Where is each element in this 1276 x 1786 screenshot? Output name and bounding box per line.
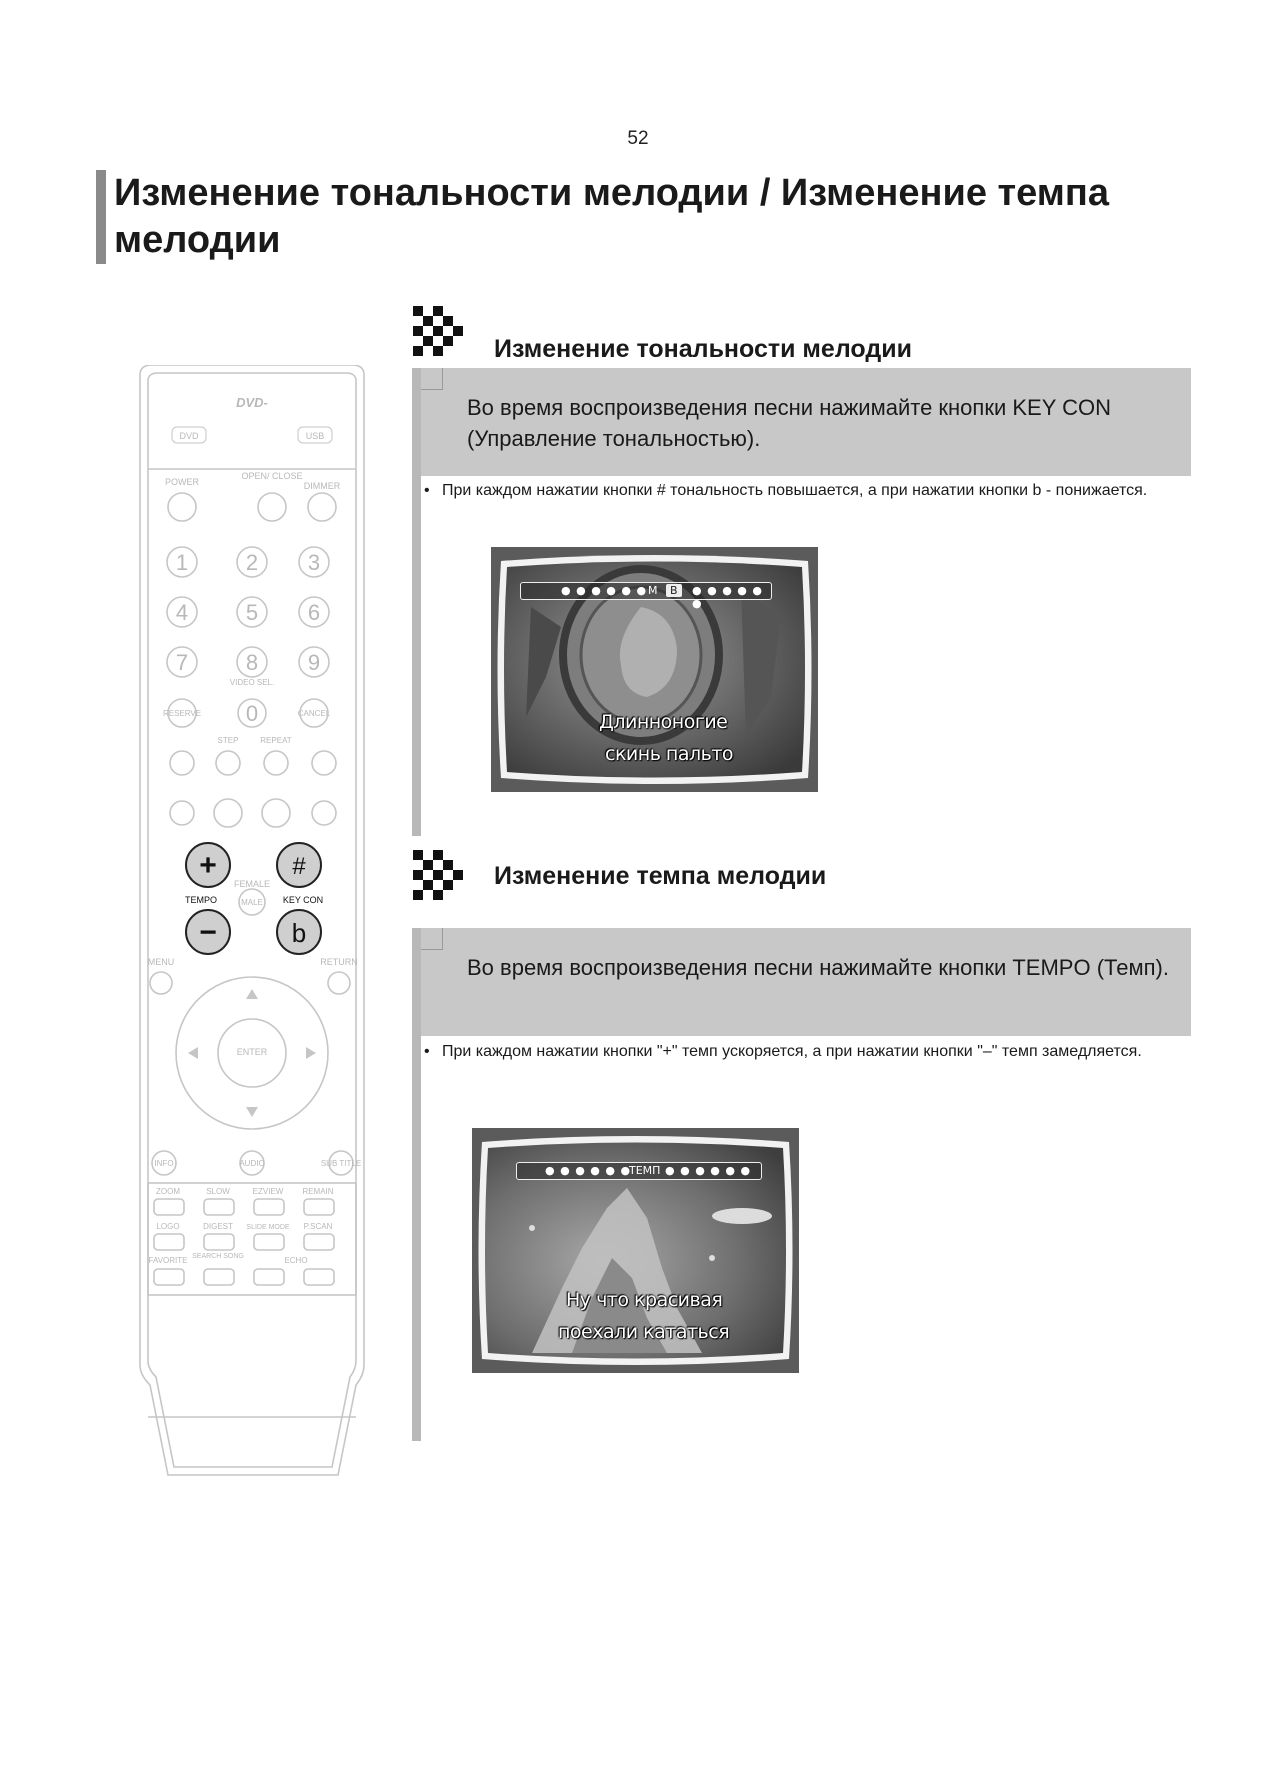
section2-checker-icon: [413, 850, 479, 904]
remote-digit-label: 5: [245, 600, 259, 625]
svg-text:DVD: DVD: [179, 431, 199, 441]
svg-text:POWER: POWER: [164, 477, 200, 487]
svg-text:b: b: [291, 918, 307, 948]
section1-lyric-line1: Длинноногие: [599, 711, 728, 733]
tempo-key-con-buttons: [185, 843, 323, 954]
svg-text:ECHO: ECHO: [284, 1256, 308, 1265]
remote-digit-label: 3: [307, 550, 321, 575]
title-accent-bar: [96, 170, 106, 264]
svg-text:REPEAT: REPEAT: [260, 736, 292, 745]
svg-text:MENU: MENU: [147, 957, 175, 967]
svg-text:SLIDE MODE: SLIDE MODE: [246, 1224, 290, 1231]
remote-control-illustration: [128, 365, 378, 1480]
remote-digit-label: 7: [175, 650, 189, 675]
remote-digit-label: 8: [245, 650, 259, 675]
section1-rule: [412, 368, 421, 836]
svg-text:CANCEL: CANCEL: [297, 709, 331, 718]
svg-text:DIMMER: DIMMER: [303, 481, 341, 491]
section2-rule: [412, 928, 421, 1441]
svg-text:P.SCAN: P.SCAN: [303, 1222, 333, 1231]
section2-instruction: Во время воспроизведения песни нажимайте кнопки TEMPO (Темп).: [467, 955, 1169, 980]
svg-text:KEY CON: KEY CON: [282, 895, 324, 905]
remote-digit-label: 2: [245, 550, 259, 575]
section1-heading: Изменение тональности мелодии: [494, 335, 912, 363]
remote-digit-label: 1: [175, 550, 189, 575]
section2-lyric-line2: поехали кататься: [558, 1321, 730, 1343]
svg-text:+: +: [199, 849, 217, 882]
page-title: Изменение тональности мелодии / Изменение темпа мелодии: [114, 172, 1109, 261]
section2-lyric-line1: Ну что красивая: [566, 1289, 723, 1311]
svg-text:FEMALE: FEMALE: [233, 879, 271, 889]
remote-digit-label: 6: [307, 600, 321, 625]
svg-text:VIDEO SEL.: VIDEO SEL.: [229, 678, 275, 687]
svg-text:SLOW: SLOW: [206, 1187, 230, 1196]
section1-instruction: Во время воспроизведения песни нажимайте кнопки KEY CON (Управление тональностью).: [467, 395, 1111, 451]
svg-text:EZVIEW: EZVIEW: [252, 1187, 284, 1196]
section2-heading: Изменение темпа мелодии: [494, 862, 827, 890]
section2-osd-bar: ● ● ● ● ● ● ТЕМП ● ● ● ● ● ●: [516, 1162, 762, 1180]
section1-bullet-text: При каждом нажатии кнопки # тональность повышается, а при нажатии кнопки b - понижается.: [442, 482, 1148, 499]
section1-osd-bar: ● ● ● ● ● ● M B ● ● ● ● ● ●: [520, 582, 772, 600]
svg-text:−: −: [199, 916, 217, 949]
svg-text:RESERVE: RESERVE: [162, 709, 202, 718]
svg-text:USB: USB: [305, 431, 325, 441]
svg-text:#: #: [292, 853, 306, 880]
svg-text:DIGEST: DIGEST: [203, 1222, 233, 1231]
section2-screen-image: [472, 1128, 799, 1373]
remote-digit-label: 0: [245, 701, 259, 726]
section1-checker-icon: [413, 306, 479, 360]
svg-text:ENTER: ENTER: [236, 1047, 268, 1057]
remote-digit-label: 4: [175, 600, 189, 625]
svg-text:LOGO: LOGO: [156, 1222, 180, 1231]
svg-text:TEMPO: TEMPO: [184, 895, 218, 905]
svg-text:INFO: INFO: [154, 1159, 174, 1168]
svg-text:OPEN/ CLOSE: OPEN/ CLOSE: [241, 471, 303, 481]
remote-digit-label: 9: [307, 650, 321, 675]
svg-text:FAVORITE: FAVORITE: [148, 1256, 188, 1265]
svg-text:SUB TITLE: SUB TITLE: [320, 1159, 362, 1168]
svg-text:MALE: MALE: [241, 898, 263, 907]
svg-text:SEARCH SONG: SEARCH SONG: [192, 1253, 244, 1260]
svg-text:ZOOM: ZOOM: [156, 1187, 180, 1196]
section2-instruction-box: [421, 928, 1191, 1036]
svg-text:AUDIO: AUDIO: [239, 1159, 265, 1168]
section1-lyric-line2: скинь пальто: [605, 743, 734, 765]
section1-screen-image: [491, 547, 818, 792]
section2-bullet-text: При каждом нажатии кнопки "+" темп ускоряется, а при нажатии кнопки "–" темп замедляется.: [442, 1043, 1142, 1060]
svg-text:RETURN: RETURN: [320, 957, 358, 967]
svg-text:STEP: STEP: [217, 736, 239, 745]
section1-instruction-box: [421, 368, 1191, 476]
remote-logo: DVD-: [236, 395, 268, 410]
svg-text:REMAIN: REMAIN: [302, 1187, 334, 1196]
page-number: 52: [627, 128, 649, 149]
